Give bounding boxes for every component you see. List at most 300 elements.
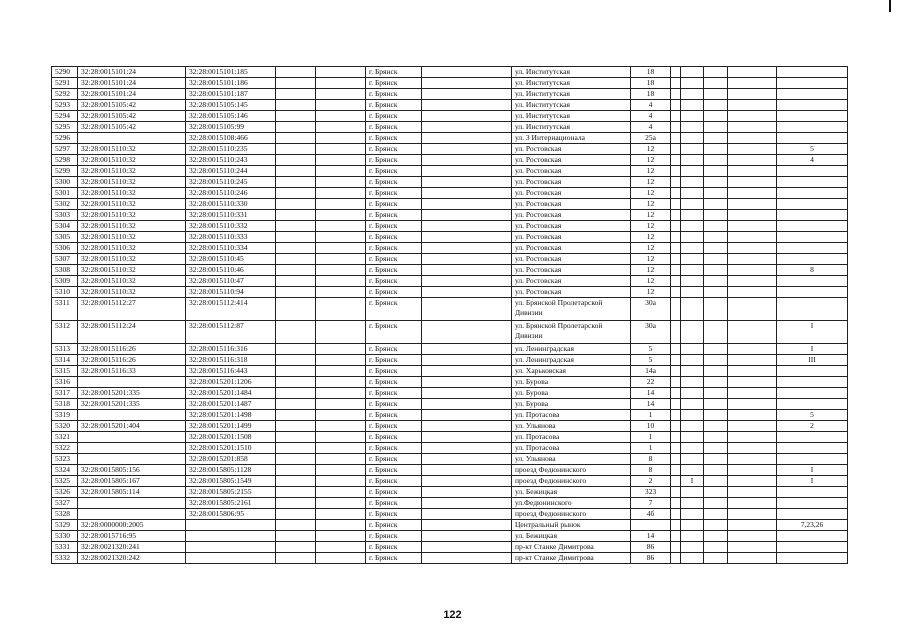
- empty-cell: [704, 210, 728, 221]
- cadastral-number: 32:28:0015110:235: [186, 144, 276, 155]
- house-part: [681, 144, 704, 155]
- house-part: [681, 276, 704, 287]
- table-row: [52, 133, 848, 144]
- empty-cell: [422, 144, 512, 155]
- house-part: [681, 542, 704, 553]
- city-cell: г. Брянск: [366, 144, 422, 155]
- parcel-number: [78, 509, 186, 520]
- empty-cell: [671, 487, 681, 498]
- street-cell: ул. Институтская: [512, 122, 631, 133]
- house-number: 18: [631, 89, 671, 100]
- table-row: [52, 177, 848, 188]
- empty-cell: [316, 67, 366, 78]
- empty-cell: [671, 144, 681, 155]
- parcel-number: 32:28:0015110:32: [78, 155, 186, 166]
- cadastral-number: 32:28:0015110:245: [186, 177, 276, 188]
- table-row: [52, 111, 848, 122]
- empty-cell: [671, 542, 681, 553]
- empty-cell: [316, 221, 366, 232]
- empty-cell: [422, 78, 512, 89]
- city-cell: г. Брянск: [366, 542, 422, 553]
- empty-cell: [728, 199, 777, 210]
- city-cell: г. Брянск: [366, 177, 422, 188]
- cadastral-number: 32:28:0015116:316: [186, 344, 276, 355]
- street-cell: ул. Ростовская: [512, 210, 631, 221]
- cadastral-number: 32:28:0015116:443: [186, 366, 276, 377]
- table-row: [52, 265, 848, 276]
- empty-cell: [728, 454, 777, 465]
- empty-cell: [316, 476, 366, 487]
- empty-cell: [728, 298, 777, 321]
- empty-cell: [671, 254, 681, 265]
- empty-cell: [704, 443, 728, 454]
- empty-cell: [276, 355, 316, 366]
- premises-cell: 5: [777, 144, 848, 155]
- house-part: [681, 111, 704, 122]
- street-cell: ул. Институтская: [512, 78, 631, 89]
- empty-cell: [728, 388, 777, 399]
- street-cell: ул. Ростовская: [512, 287, 631, 298]
- empty-cell: [728, 232, 777, 243]
- house-number: 8: [631, 465, 671, 476]
- house-number: 86: [631, 542, 671, 553]
- empty-cell: [422, 276, 512, 287]
- premises-cell: [777, 210, 848, 221]
- cadastral-number: 32:28:0015201:1510: [186, 443, 276, 454]
- empty-cell: [316, 265, 366, 276]
- empty-cell: [704, 377, 728, 388]
- empty-cell: [728, 221, 777, 232]
- empty-cell: [316, 210, 366, 221]
- empty-cell: [276, 122, 316, 133]
- row-number: 5313: [52, 344, 78, 355]
- house-number: 4: [631, 122, 671, 133]
- parcel-number: 32:28:0015805:156: [78, 465, 186, 476]
- empty-cell: [422, 287, 512, 298]
- house-number: 12: [631, 243, 671, 254]
- house-part: [681, 122, 704, 133]
- cadastral-number: [186, 531, 276, 542]
- empty-cell: [728, 144, 777, 155]
- parcel-number: 32:28:0015716:95: [78, 531, 186, 542]
- empty-cell: [671, 421, 681, 432]
- empty-cell: [671, 520, 681, 531]
- house-part: [681, 377, 704, 388]
- empty-cell: [704, 520, 728, 531]
- city-cell: г. Брянск: [366, 287, 422, 298]
- empty-cell: [728, 531, 777, 542]
- street-cell: ул. Ростовская: [512, 243, 631, 254]
- row-number: 5326: [52, 487, 78, 498]
- empty-cell: [704, 287, 728, 298]
- house-number: [631, 520, 671, 531]
- house-number: 2: [631, 476, 671, 487]
- table-row: [52, 443, 848, 454]
- empty-cell: [276, 509, 316, 520]
- premises-cell: [777, 388, 848, 399]
- house-part: [681, 454, 704, 465]
- table-row: [52, 476, 848, 487]
- cadastral-number: 32:28:0015201:1508: [186, 432, 276, 443]
- parcel-number: 32:28:0015110:32: [78, 221, 186, 232]
- row-number: 5298: [52, 155, 78, 166]
- parcel-number: [78, 133, 186, 144]
- empty-cell: [728, 520, 777, 531]
- table-row: [52, 199, 848, 210]
- table-row: [52, 553, 848, 564]
- house-number: 12: [631, 276, 671, 287]
- house-part: [681, 553, 704, 564]
- premises-cell: [777, 221, 848, 232]
- city-cell: г. Брянск: [366, 100, 422, 111]
- row-number: 5332: [52, 553, 78, 564]
- empty-cell: [276, 254, 316, 265]
- table-row: [52, 166, 848, 177]
- empty-cell: [671, 377, 681, 388]
- row-number: 5323: [52, 454, 78, 465]
- street-cell: ул. Ростовская: [512, 188, 631, 199]
- cadastral-number: 32:28:0015110:244: [186, 166, 276, 177]
- parcel-number: 32:28:0015805:167: [78, 476, 186, 487]
- empty-cell: [276, 221, 316, 232]
- street-cell: ул. Протасова: [512, 410, 631, 421]
- empty-cell: [728, 355, 777, 366]
- empty-cell: [276, 321, 316, 344]
- city-cell: г. Брянск: [366, 243, 422, 254]
- page-number: 122: [443, 609, 462, 621]
- empty-cell: [671, 366, 681, 377]
- street-cell: ул. Ростовская: [512, 232, 631, 243]
- premises-cell: [777, 399, 848, 410]
- empty-cell: [728, 344, 777, 355]
- row-number: 5315: [52, 366, 78, 377]
- house-number: 18: [631, 67, 671, 78]
- empty-cell: [422, 509, 512, 520]
- empty-cell: [704, 410, 728, 421]
- city-cell: г. Брянск: [366, 553, 422, 564]
- row-number: 5297: [52, 144, 78, 155]
- city-cell: г. Брянск: [366, 520, 422, 531]
- registry-table: [51, 66, 848, 564]
- house-number: 8: [631, 454, 671, 465]
- empty-cell: [704, 298, 728, 321]
- street-cell: ул. Институтская: [512, 100, 631, 111]
- house-part: I: [681, 476, 704, 487]
- empty-cell: [316, 553, 366, 564]
- empty-cell: [276, 432, 316, 443]
- row-number: 5320: [52, 421, 78, 432]
- house-part: [681, 78, 704, 89]
- empty-cell: [704, 465, 728, 476]
- cadastral-number: 32:28:0015105:145: [186, 100, 276, 111]
- city-cell: г. Брянск: [366, 210, 422, 221]
- cadastral-number: [186, 553, 276, 564]
- table-row: [52, 388, 848, 399]
- city-cell: г. Брянск: [366, 265, 422, 276]
- premises-cell: I: [777, 465, 848, 476]
- street-cell: ул. Бурова: [512, 388, 631, 399]
- premises-cell: [777, 232, 848, 243]
- premises-cell: [777, 487, 848, 498]
- city-cell: г. Брянск: [366, 399, 422, 410]
- parcel-number: 32:28:0015116:26: [78, 355, 186, 366]
- house-part: [681, 509, 704, 520]
- parcel-number: 32:28:0015110:32: [78, 177, 186, 188]
- table-row: [52, 232, 848, 243]
- premises-cell: [777, 67, 848, 78]
- empty-cell: [276, 265, 316, 276]
- cadastral-number: 32:28:0015108:466: [186, 133, 276, 144]
- premises-cell: [777, 254, 848, 265]
- premises-cell: I: [777, 476, 848, 487]
- premises-cell: [777, 276, 848, 287]
- empty-cell: [422, 298, 512, 321]
- empty-cell: [316, 177, 366, 188]
- house-number: 1: [631, 432, 671, 443]
- parcel-number: [78, 432, 186, 443]
- empty-cell: [671, 388, 681, 399]
- empty-cell: [316, 443, 366, 454]
- premises-cell: 2: [777, 421, 848, 432]
- empty-cell: [316, 487, 366, 498]
- empty-cell: [704, 155, 728, 166]
- table-row: [52, 67, 848, 78]
- row-number: 5312: [52, 321, 78, 344]
- house-number: 1: [631, 410, 671, 421]
- parcel-number: 32:28:0021320:242: [78, 553, 186, 564]
- city-cell: г. Брянск: [366, 465, 422, 476]
- cadastral-number: 32:28:0015110:330: [186, 199, 276, 210]
- empty-cell: [276, 166, 316, 177]
- empty-cell: [728, 166, 777, 177]
- parcel-number: 32:28:0015116:26: [78, 344, 186, 355]
- premises-cell: [777, 100, 848, 111]
- cadastral-number: 32:28:0015201:1498: [186, 410, 276, 421]
- city-cell: г. Брянск: [366, 531, 422, 542]
- house-number: 14: [631, 531, 671, 542]
- house-number: 12: [631, 232, 671, 243]
- premises-cell: I: [777, 344, 848, 355]
- house-number: 30а: [631, 298, 671, 321]
- table-row: [52, 399, 848, 410]
- house-part: [681, 243, 704, 254]
- city-cell: г. Брянск: [366, 344, 422, 355]
- city-cell: г. Брянск: [366, 199, 422, 210]
- empty-cell: [704, 399, 728, 410]
- table-row: [52, 144, 848, 155]
- empty-cell: [276, 498, 316, 509]
- empty-cell: [704, 276, 728, 287]
- empty-cell: [316, 410, 366, 421]
- table-row: [52, 465, 848, 476]
- house-number: 12: [631, 210, 671, 221]
- parcel-number: 32:28:0015201:335: [78, 399, 186, 410]
- table-row: [52, 210, 848, 221]
- cadastral-number: 32:28:0015110:45: [186, 254, 276, 265]
- house-part: [681, 520, 704, 531]
- empty-cell: [422, 465, 512, 476]
- table-row: [52, 221, 848, 232]
- house-number: 12: [631, 177, 671, 188]
- row-number: 5311: [52, 298, 78, 321]
- house-part: [681, 421, 704, 432]
- premises-cell: [777, 78, 848, 89]
- house-part: [681, 155, 704, 166]
- empty-cell: [728, 509, 777, 520]
- empty-cell: [728, 498, 777, 509]
- house-part: [681, 388, 704, 399]
- empty-cell: [422, 67, 512, 78]
- house-part: [681, 487, 704, 498]
- street-cell: ул. Ульянова: [512, 421, 631, 432]
- street-cell: ул. Бежицкая: [512, 487, 631, 498]
- parcel-number: 32:28:0015112:27: [78, 298, 186, 321]
- table-row: [52, 366, 848, 377]
- empty-cell: [276, 276, 316, 287]
- empty-cell: [728, 67, 777, 78]
- empty-cell: [316, 122, 366, 133]
- house-part: [681, 100, 704, 111]
- row-number: 5307: [52, 254, 78, 265]
- parcel-number: 32:28:0015110:32: [78, 265, 186, 276]
- row-number: 5317: [52, 388, 78, 399]
- empty-cell: [704, 89, 728, 100]
- house-number: 12: [631, 199, 671, 210]
- parcel-number: 32:28:0015110:32: [78, 243, 186, 254]
- parcel-number: 32:28:0015116:33: [78, 366, 186, 377]
- empty-cell: [671, 399, 681, 410]
- empty-cell: [316, 287, 366, 298]
- empty-cell: [422, 553, 512, 564]
- premises-cell: [777, 89, 848, 100]
- row-number: 5309: [52, 276, 78, 287]
- table-row: [52, 520, 848, 531]
- empty-cell: [316, 344, 366, 355]
- city-cell: г. Брянск: [366, 133, 422, 144]
- empty-cell: [704, 144, 728, 155]
- premises-cell: [777, 509, 848, 520]
- house-number: 30а: [631, 321, 671, 344]
- premises-cell: [777, 498, 848, 509]
- page-edge-mark: [889, 0, 891, 12]
- empty-cell: [671, 531, 681, 542]
- parcel-number: 32:28:0015805:114: [78, 487, 186, 498]
- empty-cell: [316, 188, 366, 199]
- table-row: [52, 321, 848, 344]
- registry-rows: [52, 67, 848, 564]
- parcel-number: [78, 443, 186, 454]
- street-cell: проезд Федюнинского: [512, 509, 631, 520]
- empty-cell: [422, 520, 512, 531]
- house-number: 12: [631, 254, 671, 265]
- house-part: [681, 199, 704, 210]
- premises-cell: [777, 366, 848, 377]
- street-cell: ул. Бурова: [512, 377, 631, 388]
- parcel-number: 32:28:0015110:32: [78, 210, 186, 221]
- empty-cell: [671, 133, 681, 144]
- parcel-number: 32:28:0015110:32: [78, 188, 186, 199]
- city-cell: г. Брянск: [366, 232, 422, 243]
- empty-cell: [728, 321, 777, 344]
- parcel-number: 32:28:0015201:335: [78, 388, 186, 399]
- cadastral-number: 32:28:0015110:94: [186, 287, 276, 298]
- city-cell: г. Брянск: [366, 410, 422, 421]
- empty-cell: [316, 454, 366, 465]
- empty-cell: [316, 542, 366, 553]
- empty-cell: [276, 287, 316, 298]
- row-number: 5308: [52, 265, 78, 276]
- empty-cell: [276, 232, 316, 243]
- street-cell: ул.Федюнинского: [512, 498, 631, 509]
- empty-cell: [422, 133, 512, 144]
- row-number: 5319: [52, 410, 78, 421]
- empty-cell: [728, 276, 777, 287]
- cadastral-number: 32:28:0015201:858: [186, 454, 276, 465]
- empty-cell: [422, 542, 512, 553]
- premises-cell: [777, 531, 848, 542]
- empty-cell: [704, 122, 728, 133]
- table-row: [52, 287, 848, 298]
- empty-cell: [422, 243, 512, 254]
- empty-cell: [704, 432, 728, 443]
- empty-cell: [276, 520, 316, 531]
- table-row: [52, 542, 848, 553]
- empty-cell: [276, 78, 316, 89]
- row-number: 5290: [52, 67, 78, 78]
- city-cell: г. Брянск: [366, 421, 422, 432]
- empty-cell: [671, 410, 681, 421]
- empty-cell: [276, 366, 316, 377]
- empty-cell: [704, 366, 728, 377]
- row-number: 5303: [52, 210, 78, 221]
- empty-cell: [704, 133, 728, 144]
- table-row: [52, 344, 848, 355]
- empty-cell: [316, 321, 366, 344]
- parcel-number: 32:28:0015105:42: [78, 100, 186, 111]
- empty-cell: [276, 377, 316, 388]
- empty-cell: [671, 166, 681, 177]
- empty-cell: [422, 443, 512, 454]
- empty-cell: [422, 498, 512, 509]
- empty-cell: [728, 100, 777, 111]
- premises-cell: [777, 443, 848, 454]
- house-part: [681, 355, 704, 366]
- parcel-number: 32:28:0015110:32: [78, 144, 186, 155]
- cadastral-number: 32:28:0015110:47: [186, 276, 276, 287]
- house-number: 5: [631, 355, 671, 366]
- empty-cell: [671, 78, 681, 89]
- row-number: 5304: [52, 221, 78, 232]
- row-number: 5293: [52, 100, 78, 111]
- empty-cell: [316, 388, 366, 399]
- city-cell: г. Брянск: [366, 366, 422, 377]
- empty-cell: [316, 78, 366, 89]
- empty-cell: [704, 498, 728, 509]
- empty-cell: [728, 553, 777, 564]
- empty-cell: [422, 487, 512, 498]
- house-part: [681, 531, 704, 542]
- city-cell: г. Брянск: [366, 298, 422, 321]
- house-part: [681, 166, 704, 177]
- empty-cell: [422, 355, 512, 366]
- empty-cell: [671, 243, 681, 254]
- premises-cell: I: [777, 321, 848, 344]
- premises-cell: 5: [777, 410, 848, 421]
- house-part: [681, 177, 704, 188]
- empty-cell: [276, 443, 316, 454]
- city-cell: г. Брянск: [366, 509, 422, 520]
- house-number: 14: [631, 388, 671, 399]
